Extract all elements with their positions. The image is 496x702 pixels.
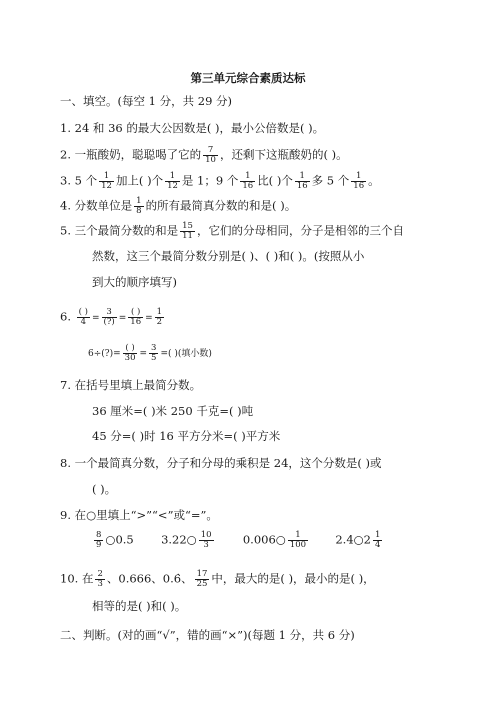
question-2 — [60, 146, 348, 165]
q2-fraction: $\frac{7}{10}$ — [205, 145, 216, 165]
question-9-items: $\frac{8}{9}$ ○0.5 3.22○ $\frac{10}{3}$ 0.006○ $\frac{1}{100}$ 2.4○2 $\frac{1}{4}$ — [96, 530, 381, 550]
q9-fraction-d: $\frac{1}{4}$ — [375, 530, 381, 550]
question-5-line-3: 到大的顺序填写) — [92, 275, 177, 289]
q9-fraction-b: $\frac{10}{3}$ — [200, 530, 212, 550]
question-8-line-2: ( )。 — [92, 482, 117, 496]
q3-fraction-5: $\frac{1}{16}$ — [353, 171, 365, 191]
q10-fraction-1: $\frac{2}{3}$ — [97, 569, 103, 589]
q6b-fraction-2: $\frac{3}{5}$ — [151, 343, 157, 363]
q6-fraction-3: $\frac{( )}{16}$ — [130, 307, 142, 327]
section-heading-fill-in: 一、填空。(每空 1 分，共 29 分) — [60, 94, 233, 108]
q3-fraction-1: $\frac{1}{12}$ — [101, 171, 112, 191]
q10-fraction-2: $\frac{17}{25}$ — [196, 569, 208, 589]
question-7: 7. 在括号里填上最简分数。 — [60, 378, 202, 392]
section-heading-judge: 二、判断。(对的画“√”，错的画“×”)(每题 1 分，共 6 分) — [60, 628, 355, 642]
q2-text-a: 2. 一瓶酸奶，聪聪喝了它的 — [60, 147, 202, 162]
q3-fraction-2: $\frac{1}{12}$ — [167, 171, 178, 191]
q6b-fraction-1: $\frac{( )}{30}$ — [124, 343, 136, 363]
question-7-line-2: 45 分=( )时 16 平方分米=( )平方米 — [92, 429, 281, 443]
question-4: 4. 分数单位是 $\frac{1}{8}$ 的所有最简真分数的和是( )。 — [60, 196, 297, 216]
page-title: 第三单元综合素质达标 — [190, 71, 306, 85]
q2-text-b: ，还剩下这瓶酸奶的( )。 — [219, 147, 348, 162]
question-8-line-1: 8. 一个最简真分数，分子和分母的乘积是 24，这个分数是( )或 — [60, 456, 382, 470]
q4-fraction: $\frac{1}{8}$ — [136, 196, 142, 216]
q5-fraction: $\frac{15}{11}$ — [182, 221, 193, 241]
question-6-line-1: 6. $\frac{( )}{4}$ = $\frac{3}{(?)}$ = $\frac{( )}{16}$ = $\frac{1}{2}$ — [60, 307, 163, 327]
question-3: 3. 5 个 $\frac{1}{12}$ 加上( )个 $\frac{1}{12}$ 是 1；9 个 $\frac{1}{16}$ 比( )个 $\frac{1}{16}$ 多 5 个 $\frac{1}{16}$ 。 — [60, 171, 380, 191]
question-10-line-2: 相等的是( )和( )。 — [92, 599, 187, 613]
q6-fraction-1: $\frac{( )}{4}$ — [78, 307, 88, 327]
q3-fraction-4: $\frac{1}{16}$ — [296, 171, 308, 191]
q6-fraction-2: $\frac{3}{(?)}$ — [103, 307, 115, 327]
q9-fraction-a: $\frac{8}{9}$ — [96, 530, 102, 550]
question-9: 9. 在○里填上“>”“<”或“=”。 — [60, 508, 218, 522]
question-7-line-1: 36 厘米=( )米 250 千克=( )吨 — [92, 404, 254, 418]
question-6-line-2: 6÷(?)= $\frac{( )}{30}$ = $\frac{3}{5}$ =( )(填小数) — [88, 343, 212, 363]
question-10-line-1: 10. 在 $\frac{2}{3}$ 、0.666、0.6̇、 $\frac{17}{25}$ 中，最大的是( )，最小的是( )， — [60, 569, 375, 589]
q9-fraction-c: $\frac{1}{100}$ — [289, 530, 307, 550]
q6-fraction-4: $\frac{1}{2}$ — [156, 307, 163, 327]
question-5-line-1: 5. 三个最简分数的和是 $\frac{15}{11}$ ，它们的分母相同，分子是相邻的三个自 — [60, 221, 404, 241]
question-1: 1. 24 和 36 的最大公因数是( )，最小公倍数是( )。 — [60, 121, 325, 135]
question-5-line-2: 然数，这三个最简分数分别是( )、( )和( )。(按照从小 — [92, 249, 365, 263]
q3-fraction-3: $\frac{1}{16}$ — [242, 171, 254, 191]
